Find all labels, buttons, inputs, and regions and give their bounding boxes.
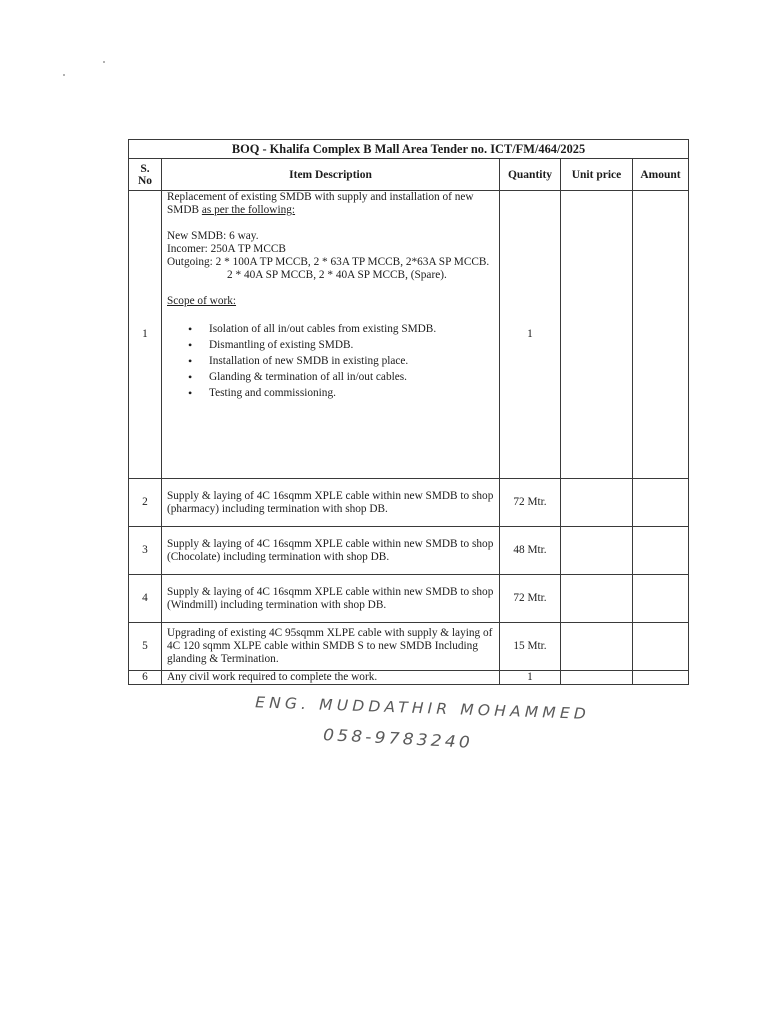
- row-unit-price: [561, 191, 633, 479]
- row-sno: 2: [129, 479, 162, 527]
- row-quantity: 48 Mtr.: [500, 527, 561, 575]
- row-quantity: 1: [500, 671, 561, 685]
- header-description: Item Description: [162, 159, 500, 191]
- row-amount: [633, 623, 689, 671]
- row-sno: 4: [129, 575, 162, 623]
- boq-table: [128, 139, 689, 685]
- scan-speck: [63, 74, 65, 76]
- row-amount: [633, 479, 689, 527]
- header-row: [129, 159, 689, 191]
- list-item: • Glanding & termination of all in/out cables.: [209, 369, 495, 385]
- row-description: Supply & laying of 4C 16sqmm XPLE cable within new SMDB to shop (pharmacy) including termination with shop DB.: [162, 479, 500, 527]
- row-unit-price: [561, 575, 633, 623]
- row-quantity: 15 Mtr.: [500, 623, 561, 671]
- row-unit-price: [561, 623, 633, 671]
- list-item: • Installation of new SMDB in existing place.: [209, 353, 495, 369]
- signature-phone: 058-9783240: [322, 724, 465, 752]
- row-quantity: 1: [500, 191, 561, 479]
- scope-list: [167, 321, 495, 401]
- row-quantity: 72 Mtr.: [500, 479, 561, 527]
- row-sno: 3: [129, 527, 162, 575]
- row-amount: [633, 191, 689, 479]
- list-item: • Isolation of all in/out cables from existing SMDB.: [209, 321, 495, 337]
- table-row: [129, 575, 689, 623]
- table-row: [129, 479, 689, 527]
- table-row: [129, 671, 689, 685]
- row-description: Supply & laying of 4C 16sqmm XPLE cable within new SMDB to shop (Chocolate) including termination with shop DB.: [162, 527, 500, 575]
- row-sno: 6: [129, 671, 162, 685]
- row-unit-price: [561, 479, 633, 527]
- list-item: • Testing and commissioning.: [209, 385, 495, 401]
- signature-name: ENG. MUDDATHIR MOHAMMED: [254, 693, 579, 723]
- table-row: [129, 191, 689, 479]
- row-sno: 5: [129, 623, 162, 671]
- header-sno: S. No: [129, 159, 162, 191]
- boq-title: BOQ - Khalifa Complex B Mall Area Tender no. ICT/FM/464/2025: [129, 140, 689, 159]
- row-description: Upgrading of existing 4C 95sqmm XLPE cable with supply & laying of 4C 120 sqmm XLPE cable within SMDB S to new SMDB Including glanding & Termination.: [162, 623, 500, 671]
- scan-speck: [103, 61, 105, 63]
- row-quantity: 72 Mtr.: [500, 575, 561, 623]
- row-amount: [633, 671, 689, 685]
- row-unit-price: [561, 527, 633, 575]
- row-unit-price: [561, 671, 633, 685]
- row-sno: 1: [129, 191, 162, 479]
- row-description: Supply & laying of 4C 16sqmm XPLE cable within new SMDB to shop (Windmill) including termination with shop DB.: [162, 575, 500, 623]
- table-row: [129, 623, 689, 671]
- row-amount: [633, 527, 689, 575]
- table-row: [129, 527, 689, 575]
- row-description: Any civil work required to complete the work.: [162, 671, 500, 685]
- list-item: • Dismantling of existing SMDB.: [209, 337, 495, 353]
- header-quantity: Quantity: [500, 159, 561, 191]
- header-amount: Amount: [633, 159, 689, 191]
- header-unit-price: Unit price: [561, 159, 633, 191]
- handwritten-signature: [0, 690, 768, 760]
- row-amount: [633, 575, 689, 623]
- row-description: Replacement of existing SMDB with supply and installation of new SMDB as per the following: New SMDB: 6 way. Incomer: 250A TP MCCB Outgoing: 2 * 100A TP MCCB, 2 * 63A TP MCCB, 2*63A SP MCCB. 2 * 40A SP MCCB, 2 * 40A SP MCCB, (Spare). Scope of work: • Isolation of all in/out cables from existing SMDB. • Dismantling of existing SMDB. • Installation of new SMDB in existing place. • Glanding & termination of all in/out cables. • Testing and commissioning.: [162, 191, 500, 479]
